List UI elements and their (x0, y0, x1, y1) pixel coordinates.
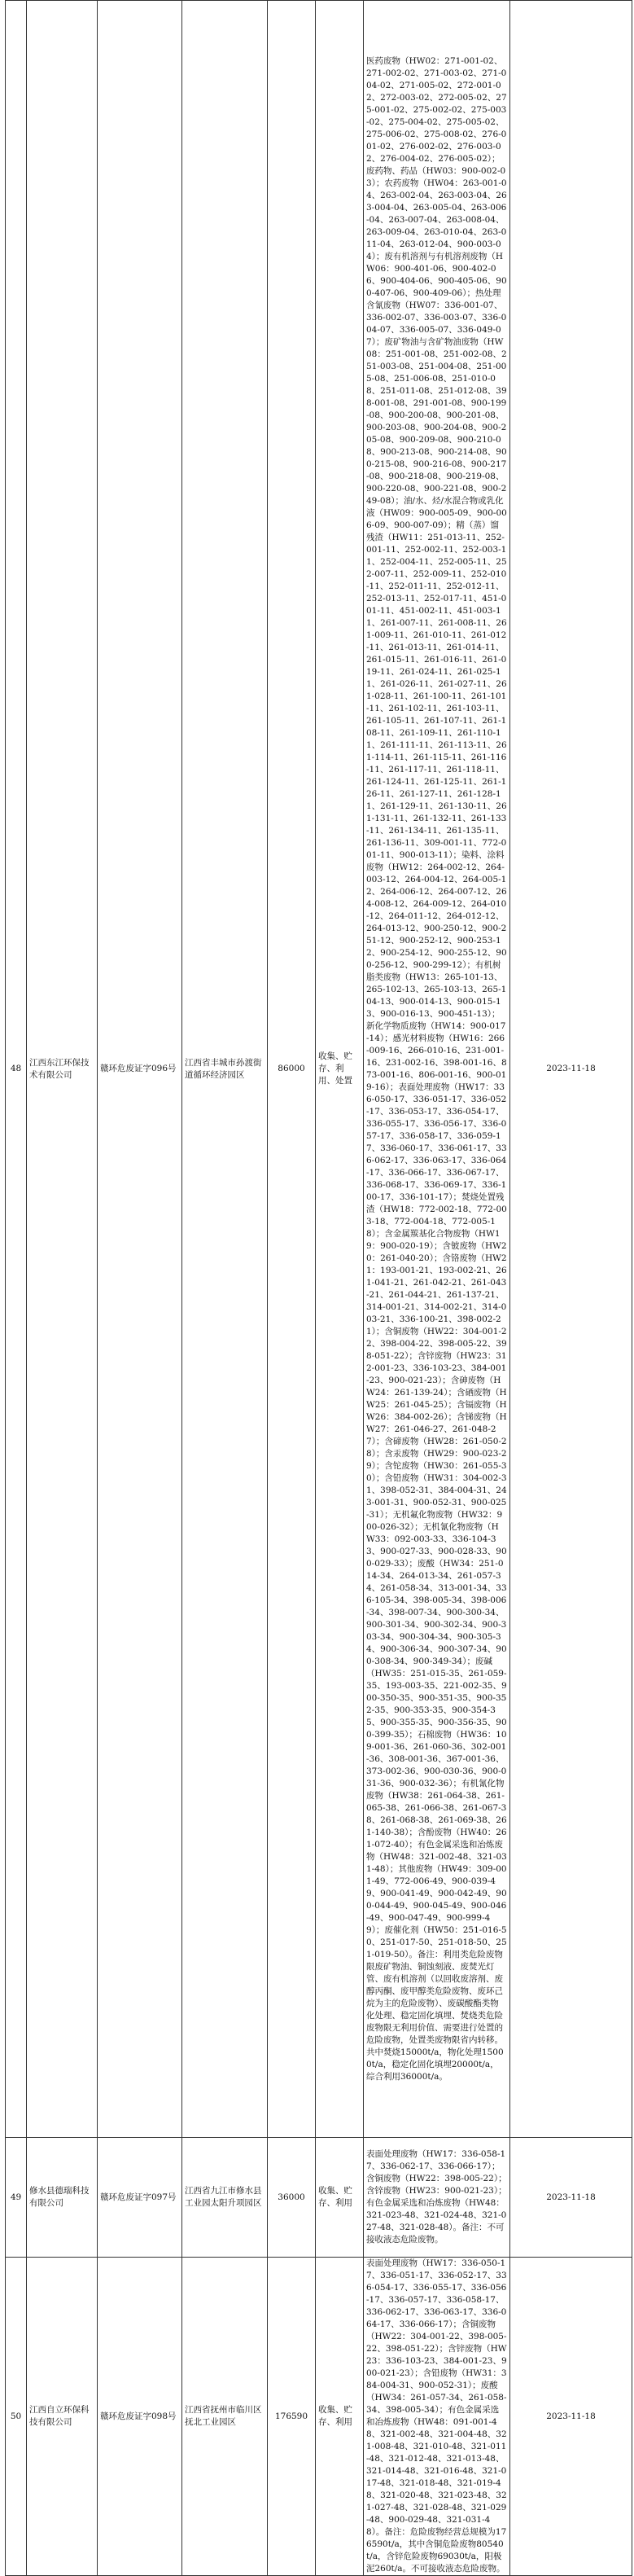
issue-date: 2023-11-18 (510, 2258, 632, 2576)
permit-number: 赣环危废证字096号 (98, 1, 182, 2138)
address: 江西省丰城市孙渡街道循环经济园区 (182, 1, 268, 2138)
address: 江西省抚州市临川区抚北工业园区 (182, 2258, 268, 2576)
table-row (6, 1, 632, 2138)
waste-categories: 表面处理废物（HW17：336-050-17、336-051-17、336-052-17、336-054-17、336-055-17、336-056-17、336-057-17、336-058-17、336-062-17、336-063-17、336-064-17、336-066-17）；含铜废物（HW22：304-001-22、398-005-22、398-051-22）；含锌废物（HW23：336-103-23、384-001-23、900-021-23）；含铅废物（HW31：384-004-31、900-052-31）；废酸（HW34：261-057-34、261-058-34、398-005-34）；有色金属采选和冶炼废物（HW48：091-001-48、321-002-48、321-004-48、321-008-48、321-010-48、321-011-48、321-012-48、321-013-48、321-014-48、321-016-48、321-017-48、321-018-48、321-019-48、321-020-48、321-023-48、321-027-48、321-028-48、321-029-48、900-029-48、321-031-48）。备注：危险废物经营总规模为176590t/a，其中含铜危险废物80540t/a，含锌危险废物69030t/a，阳极泥260t/a。不可接收液态危险废物。 (364, 2258, 510, 2576)
waste-categories: 医药废物（HW02：271-001-02、271-002-02、271-003-02、271-004-02、271-005-02、272-001-02、272-003-02、272-005-02、275-001-02、275-002-02、275-003-02、275-004-02、275-005-02、275-006-02、275-008-02、276-001-02、276-002-02、276-003-02、276-004-02、276-005-02）；废药物、药品（HW03：900-002-03）；农药废物（HW04：263-001-04、263-002-04、263-003-04、263-004-04、263-005-04、263-006-04、263-007-04、263-008-04、263-009-04、263-010-04、263-011-04、263-012-04、900-003-04）；废有机溶剂与有机溶剂废物（HW06：900-401-06、900-402-06、900-404-06、900-405-06、900-407-06、900-409-06）；热处理含氰废物（HW07：336-001-07、336-002-07、336-003-07、336-004-07、336-005-07、336-049-07）；废矿物油与含矿物油废物（HW08：251-001-08、251-002-08、251-003-08、251-004-08、251-005-08、251-006-08、251-010-08、251-011-08、251-012-08、398-001-08、291-001-08、900-199-08、900-200-08、900-201-08、900-203-08、900-204-08、900-205-08、900-209-08、900-210-08、900-213-08、900-214-08、900-215-08、900-216-08、900-217-08、900-218-08、900-219-08、900-220-08、900-221-08、900-249-08）；油/水、烃/水混合物或乳化液（HW09：900-005-09、900-006-09、900-007-09）；精（蒸）馏残渣（HW11：251-013-11、252-001-11、252-002-11、252-003-11、252-004-11、252-005-11、252-007-11、252-009-11、252-010-11、252-011-11、252-012-11、252-013-11、252-017-11、451-001-11、451-002-11、451-003-11、261-007-11、261-008-11、261-009-11、261-010-11、261-012-11、261-013-11、261-014-11、261-015-11、261-016-11、261-019-11、261-024-11、261-025-11、261-026-11、261-027-11、261-028-11、261-100-11、261-101-11、261-102-11、261-103-11、261-105-11、261-107-11、261-108-11、261-109-11、261-110-11、261-111-11、261-113-11、261-114-11、261-115-11、261-116-11、261-117-11、261-118-11、261-124-11、261-125-11、261-126-11、261-127-11、261-128-11、261-129-11、261-130-11、261-131-11、261-132-11、261-133-11、261-134-11、261-135-11、261-136-11、309-001-11、772-001-11、900-013-11）；染料、涂料废物（HW12：264-002-12、264-003-12、264-004-12、264-005-12、264-006-12、264-007-12、264-008-12、264-009-12、264-010-12、264-011-12、264-012-12、264-013-12、900-250-12、900-251-12、900-252-12、900-253-12、900-254-12、900-255-12、900-256-12、900-299-12）；有机树脂类废物（HW13：265-101-13、265-102-13、265-103-13、265-104-13、900-014-13、900-015-13、900-016-13、900-451-13）；新化学物质废物（HW14：900-017-14）；感光材料废物（HW16：266-009-16、266-010-16、231-001-16、231-002-16、398-001-16、873-001-16、806-001-16、900-019-16）；表面处理废物（HW17：336-050-17、336-051-17、336-052-17、336-053-17、336-054-17、336-055-17、336-056-17、336-057-17、336-058-17、336-059-17、336-060-17、336-061-17、336-062-17、336-063-17、336-064-17、336-066-17、336-067-17、336-068-17、336-069-17、336-100-17、336-101-17）；焚烧处置残渣（HW18：772-002-18、772-003-18、772-004-18、772-005-18）；含金属羰基化合物废物（HW19：900-020-19）；含铍废物（HW20：261-040-20）；含铬废物（HW21：193-001-21、193-002-21、261-041-21、261-042-21、261-043-21、261-044-21、261-137-21、314-001-21、314-002-21、314-003-21、336-100-21、398-002-21）；含铜废物（HW22：304-001-22、398-004-22、398-005-22、398-051-22）；含锌废物（HW23：312-001-23、336-103-23、384-001-23、900-021-23）；含砷废物（HW24：261-139-24）；含硒废物（HW25：261-045-25）；含镉废物（HW26：384-002-26）；含锑废物（HW27：261-046-27、261-048-27）；含碲废物（HW28：261-050-28）；含汞废物（HW29：900-023-29）；含铊废物（HW30：261-055-30）；含铅废物（HW31：304-002-31、398-052-31、384-004-31、243-001-31、900-052-31、900-025-31）；无机氟化物废物（HW32：900-026-32）；无机氰化物废物（HW33：092-003-33、336-104-33、900-027-33、900-028-33、900-029-33）；废酸（HW34：251-014-34、264-013-34、261-057-34、261-058-34、313-001-34、336-105-34、398-005-34、398-006-34、398-007-34、900-300-34、900-301-34、900-302-34、900-303-34、900-304-34、900-305-34、900-306-34、900-307-34、900-308-34、900-349-34）；废碱（HW35：251-015-35、261-059-35、193-003-35、221-002-35、900-350-35、900-351-35、900-352-35、900-353-35、900-354-35、900-355-35、900-356-35、900-399-35）；石棉废物（HW36：109-001-36、261-060-36、302-001-36、308-001-36、367-001-36、373-002-36、900-030-36、900-031-36、900-032-36）；有机氰化物废物（HW38：261-064-38、261-065-38、261-066-38、261-067-38、261-068-38、261-069-38、261-140-38）；含酚废物（HW40：261-072-40）；有色金属采选和冶炼废物（HW48：321-002-48、321-031-48）；其他废物（HW49：309-001-49、772-006-49、900-039-49、900-041-49、900-042-49、900-044-49、900-045-49、900-046-49、900-047-49、900-999-49）；废催化剂（HW50：251-016-50、251-017-50、251-018-50、251-019-50）。备注：利用类危险废物限废矿物油、铜蚀刻液、废焚光灯管、废有机溶剂（以回收废溶剂、废醇丙酮、废甲醇类危险废物、废环己烷为主的危险废物）、废碳酸酯类物化处理、稳定固化填埋、焚烧类危险废物限无利用价值、需要进行处置的危险废物，处置类废物限省内转移。共中焚烧15000t/a，物化处理15000t/a，稳定化固化填埋20000t/a，综合利用36000t/a。 (364, 1, 510, 2138)
issue-date: 2023-11-18 (510, 1, 632, 2138)
permit-number: 赣环危废证字097号 (98, 2138, 182, 2258)
table-row (6, 2138, 632, 2258)
waste-categories: 表面处理废物（HW17：336-058-17、336-062-17、336-066-17）；含铜废物（HW22：398-005-22）；含锌废物（HW23：900-021-23）；有色金属采选和冶炼废物（HW48：321-023-48、321-024-48、321-027-48、321-028-48）。备注：不可接收液态危险废物。 (364, 2138, 510, 2258)
company-name: 江西自立环保科技有限公司 (27, 2258, 98, 2576)
capacity: 176590 (268, 2258, 316, 2576)
row-number: 48 (6, 1, 27, 2138)
permit-number: 赣环危废证字098号 (98, 2258, 182, 2576)
company-name: 江西东江环保技术有限公司 (27, 1, 98, 2138)
table-row (6, 2258, 632, 2576)
address: 江西省九江市修水县工业园太阳升项园区 (182, 2138, 268, 2258)
capacity: 36000 (268, 2138, 316, 2258)
capacity: 86000 (268, 1, 316, 2138)
operation-mode: 收集、贮存、利用 (316, 2258, 364, 2576)
company-name: 修水县德瑞科技有限公司 (27, 2138, 98, 2258)
operation-mode: 收集、贮存、利用、处置 (316, 1, 364, 2138)
operation-mode: 收集、贮存、利用 (316, 2138, 364, 2258)
row-number: 50 (6, 2258, 27, 2576)
permit-table (5, 0, 632, 2576)
issue-date: 2023-11-18 (510, 2138, 632, 2258)
row-number: 49 (6, 2138, 27, 2258)
